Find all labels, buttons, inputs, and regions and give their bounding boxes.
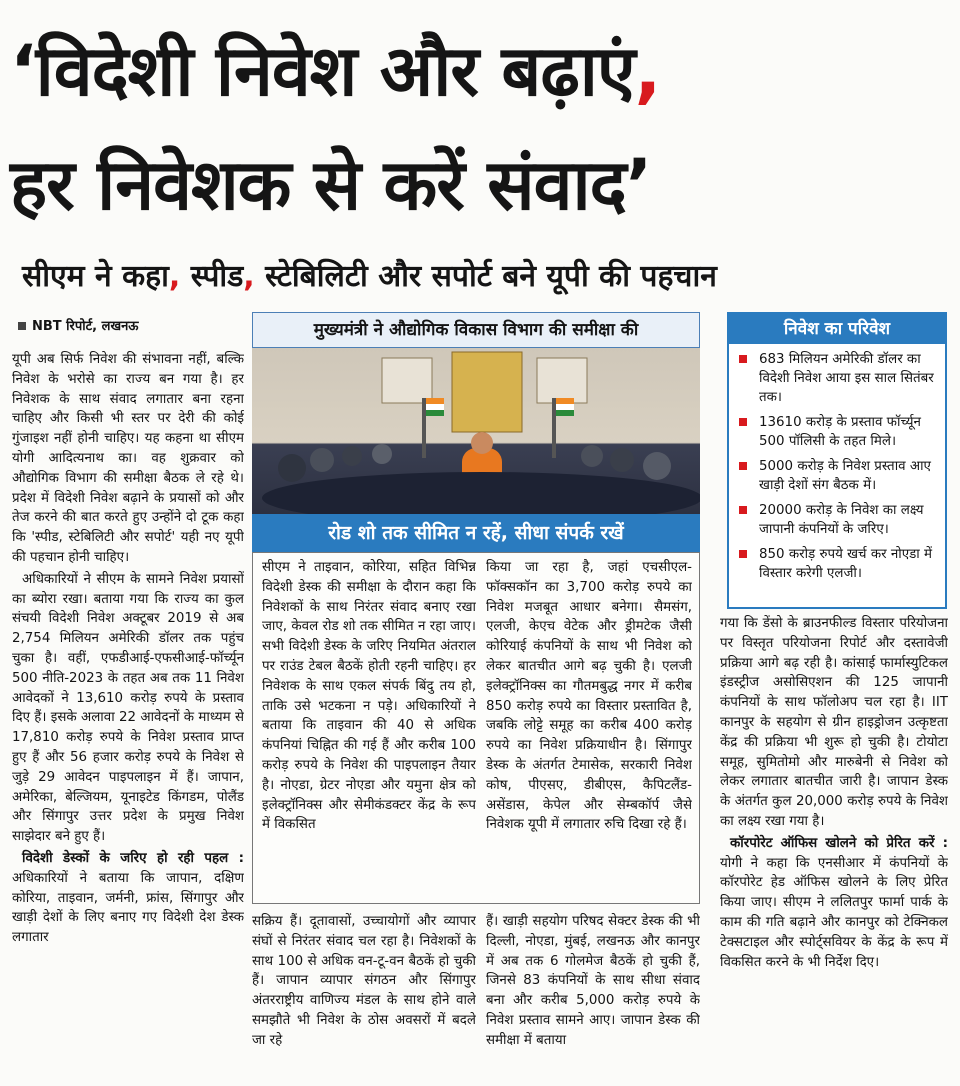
sidebar-fact-text: 20000 करोड़ के निवेश का लक्ष्य जापानी कंपनियों के जरिए।	[759, 503, 924, 537]
sidebar-fact-text: 683 मिलियन अमेरिकी डॉलर का विदेशी निवेश आया इस साल सितंबर तक।	[759, 352, 934, 405]
square-bullet-icon	[739, 506, 747, 514]
headline-line-1	[10, 28, 950, 114]
headline-text-1: ‘विदेशी निवेश और बढ़ाएं	[10, 30, 635, 112]
col1-paragraph-2: अधिकारियों ने सीएम के सामने निवेश प्रयासों का ब्योरा रखा। बताया गया कि राज्य का कुल संचयी विदेशी निवेश अक्टूबर 2019 से अब 2,754 मिलियन अमेरिकी डॉलर तक पहुंच चुका है। वहीं, एफडीआई-एफसीआई-फॉर्च्यून 500 नीति-2023 के तहत अब तक 11 निवेश आवेदकों ने 13,610 करोड़ रुपये के प्रस्ताव दिए हैं। इसके अलावा 22 आवेदनों के माध्यम से 17,810 करोड़ रुपये के निवेश प्रस्ताव प्राप्त हुए हैं और 56 हजार करोड़ रुपये के निवेश से जुड़े 29 आवेदन पाइपलाइन में हैं। जापान, अमेरिका, बेल्जियम, यूनाइटेड किंगडम, पोलैंड और सिंगापुर उत्तर प्रदेश के प्रमुख निवेश साझेदार बने हुए हैं।	[12, 571, 244, 845]
photo-caption-title: मुख्यमंत्री ने औद्योगिक विकास विभाग की समीक्षा की	[252, 312, 700, 348]
col1-subhead: विदेशी डेस्कों के जरिए हो रही पहल :	[22, 850, 244, 866]
square-bullet-icon	[739, 418, 747, 426]
sidebar-fact-text: 13610 करोड़ के प्रस्ताव फॉर्च्यून 500 पॉलिसी के तहत मिले।	[759, 415, 921, 449]
subhead-red-comma-2: ,	[243, 259, 255, 294]
subhead-part-1: सीएम ने कहा	[22, 259, 169, 294]
square-bullet-icon	[739, 462, 747, 470]
article-column-1	[12, 350, 244, 1070]
sidebar-fact-text: 850 करोड़ रुपये खर्च कर नोएडा में विस्तार करेगी एलजी।	[759, 547, 933, 581]
article-column-3	[486, 912, 700, 1072]
sidebar-fact	[735, 545, 939, 583]
sidebar-fact	[735, 350, 939, 407]
col2-bottom-text: सक्रिय हैं। दूतावासों, उच्चायोगों और व्यापार संघों से निरंतर संवाद चल रहा है। निवेशकों के साथ 100 से अधिक वन-टू-वन बैठकें हो चुकी हैं। जापान व्यापार संगठन और सिंगापुर अंतरराष्ट्रीय वाणिज्य मंडल के साथ होने वाले समझौते भी निवेश के ठोस अवसरों में बदले जा रहे	[252, 914, 476, 1048]
square-bullet-icon	[739, 355, 747, 363]
headline-line-2: हर निवेशक से करें संवाद’	[10, 144, 652, 226]
col4-subhead: कॉरपोरेट ऑफिस खोलने को प्रेरित करें :	[730, 835, 948, 851]
facts-sidebar	[727, 312, 947, 609]
sidebar-fact	[735, 501, 939, 539]
byline-square-icon	[18, 322, 26, 330]
sidebar-fact	[735, 457, 939, 495]
byline-text: NBT रिपोर्ट, लखनऊ	[32, 319, 139, 334]
col1-paragraph-1: यूपी अब सिर्फ निवेश की संभावना नहीं, बल्कि निवेश के भरोसे का राज्य बन गया है। हर निवेशक के साथ संवाद लगातार बना रहना चाहिए और किसी भी स्तर पर देरी की कोई गुंजाइश नहीं होनी चाहिए। यह कहना था सीएम योगी आदित्यनाथ का। वह शुक्रवार को औद्योगिक विभाग की समीक्षा बैठक ले रहे थे। प्रदेश में विदेशी निवेश बढ़ाने के प्रयासों को और तेज करने की बात करते हुए उन्होंने दो टूक कहा कि 'स्पीड, स्टेबिलिटी और सपोर्ट' यही नए यूपी की पहचान होनी चाहिए।	[12, 352, 244, 565]
col4-paragraph-1: गया कि डेंसो के ब्राउनफील्ड विस्तार परियोजना पर विस्तृत परियोजना रिपोर्ट और दस्तावेजी प्रक्रिया आगे बढ़ रही है। कांसाई फार्मास्युटिकल इंडस्ट्रीज असोसिएशन की 125 जापानी कंपनियों के साथ फॉलोअप चल रहा है। IIT कानपुर के सहयोग से ग्रीन हाइड्रोजन उत्कृष्टता केंद्र की प्रक्रिया भी शुरू हो चुकी है। टोयोटा समूह, सुमितोमो और मारुबेनी से निवेश को लेकर लगातार बातचीत जारी है। जापान डेस्क के अंतर्गत कुल 20,000 करोड़ रुपये के निवेश का लक्ष्य रखा गया है।	[720, 616, 948, 829]
subhead-part-3: स्टेबिलिटी और सपोर्ट बने यूपी की पहचान	[254, 259, 717, 294]
sidebar-fact-text: 5000 करोड़ के निवेश प्रस्ताव आए खाड़ी देशों संग बैठक में।	[759, 459, 931, 493]
inner-col2-text: किया जा रहा है, जहां एचसीएल-फॉक्सकॉन का 3,700 करोड़ रुपये का निवेश मजबूत आधार बनेगा। सैमसंग, एलजी, केएच वेटेक और ड्रीमटेक जैसी कोरियाई कंपनियों के साथ भी निवेश को लेकर बातचीत आगे बढ़ चुकी है। एलजी इलेक्ट्रॉनिक्स का गौतमबुद्ध नगर में करीब 850 करोड़ रुपये का विस्तार प्रस्तावित है, जबकि लोट्टे समूह का करीब 400 करोड़ रुपये का निवेश प्रक्रियाधीन है। सिंगापुर डेस्क के अंतर्गत टेमासेक, सरकारी निवेश कोष, पीएसए, डीबीएस, कैपिटलैंड-असेंडास, केपेल और सेम्बकॉर्प जैसे निवेशक यूपी में लगातार रुचि दिखा रहे हैं।	[486, 560, 692, 833]
sidebar-title: निवेश का परिवेश	[729, 314, 945, 344]
subheadline	[22, 258, 952, 296]
col3-bottom-text: हैं। खाड़ी सहयोग परिषद सेक्टर डेस्क की भी दिल्ली, नोएडा, मुंबई, लखनऊ और कानपुर में अब तक 6 गोलमेज बैठकें हो चुकी हैं, जिनसे 83 कंपनियों के साथ सीधा संवाद बना और करीब 5,000 करोड़ रुपये के निवेश प्रस्ताव सामने आए। जापान डेस्क की समीक्षा में बताया	[486, 914, 700, 1048]
inner-col1-text: सीएम ने ताइवान, कोरिया, सहित विभिन्न विदेशी डेस्क की समीक्षा के दौरान कहा कि निवेशकों के साथ निरंतर संवाद बनाए रखा जाए, केवल रोड शो तक सीमित न रहा जाए। सभी विदेशी डेस्क के जरिए नियमित अंतराल पर राउंड टेबल बैठकें होती रहनी चाहिए। हर निवेशक के साथ एकल संपर्क बिंदु तय हो, ताकि उसे भटकना न पड़े। अधिकारियों ने बताया कि ताइवान की 40 से अधिक कंपनियां चिह्नित की गई हैं और करीब 100 करोड़ रुपये के निवेश की पाइपलाइन तैयार है। नोएडा, ग्रेटर नोएडा और यमुना क्षेत्र को इलेक्ट्रॉनिक्स और सेमीकंडक्टर केंद्र के रूप में विकसित	[262, 560, 476, 833]
square-bullet-icon	[739, 550, 747, 558]
meeting-photo-illustration	[252, 348, 700, 520]
col1-paragraph-3: अधिकारियों ने बताया कि जापान, दक्षिण कोरिया, ताइवान, जर्मनी, फ्रांस, सिंगापुर और खाड़ी देशों के लिए बनाए गए विदेशी देश डेस्क लगातार	[12, 870, 244, 946]
col4-paragraph-2: योगी ने कहा कि एनसीआर में कंपनियों के कॉरपोरेट हेड ऑफिस खोलने के लिए प्रेरित किया जाए। सीएम ने ललितपुर फार्मा पार्क के काम की गति बढ़ाने और कानपुर को टेक्निकल टेक्सटाइल और स्पोर्ट्सवियर के केंद्र के रूप में विकसित करने के भी निर्देश दिए।	[720, 855, 948, 970]
subhead-part-2: स्पीड	[180, 259, 244, 294]
inner-column-1	[262, 558, 476, 898]
sidebar-fact	[735, 413, 939, 451]
headline-red-comma: ,	[634, 30, 661, 112]
meeting-photo	[252, 348, 700, 520]
article-column-2	[252, 912, 476, 1072]
photo-banner: रोड शो तक सीमित न रहें, सीधा संपर्क रखें	[252, 514, 700, 552]
inner-column-2	[486, 558, 692, 898]
byline	[18, 316, 139, 334]
article-column-4	[720, 614, 948, 1074]
subhead-red-comma-1: ,	[168, 259, 181, 294]
